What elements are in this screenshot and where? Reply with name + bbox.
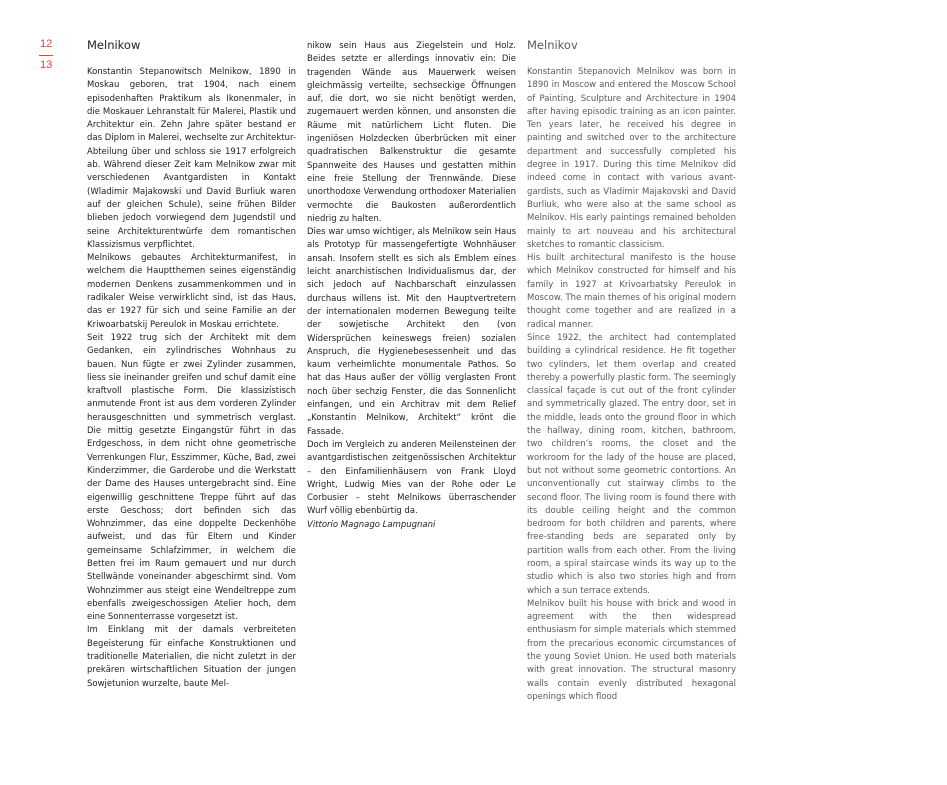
paragraph: Seit 1922 trug sich der Architekt mit dem Gedanken, ein zylindrisches Wohnhaus zu bauen. Nun fügte er zwei Zylinder zusammen, liess sie ineinander greifen und schuf damit eine kraftvoll plastische Form. Die klassizistisch anmutende Front ist aus dem vorderen Zylinder herausgeschnitten und symmetrisch verglast. Die mittig gesetzte Eingangstür führt in das Erdgeschoss, in dem nicht ohne geometrische Verrenkungen Flur, Esszimmer, Küche, Bad, zwei Kinderzimmer, die Garderobe und die Werkstatt der Dame des Hauses untergebracht sind. Eine eigenwillig geschnittene Treppe führt auf das erste Geschoss; dort befinden sich das Wohnzimmer, das eine doppelte Deckenhöhe aufweist, und das für Eltern und Kinder gemeinsame Schlafzimmer, in welchem die Betten frei im Raum gemauert und nur durch Stellwände voneinander abgeschirmt sind. Vom Wohnzimmer aus steigt eine Wendeltreppe zum ebenfalls zweigeschossigen Atelier hoch, dem eine Sonnenterrasse vorgesetzt ist. <box>87 332 296 623</box>
english-column <box>527 66 736 704</box>
paragraph: Konstantin Stepanovich Melnikov was born in 1890 in Moscow and entered the Moscow School of Painting, Sculpture and Architecture in 1904 after having episodic training as an icon painter. Ten years later, he received his degree in painting and switched over to the architecture department and successfully completed his degree in 1917. During this time Melnikov did indeed come in contact with various avant-gardists, such as Vladimir Majakovski and David Burliuk, who were also at the same school as Melnikov. His early paintings remained beholden mainly to art nouveau and his architectural sketches to romantic classicism. <box>527 67 736 250</box>
page-number-right: 13 <box>40 59 53 71</box>
german-column-2 <box>307 40 516 532</box>
paragraph: Doch im Vergleich zu anderen Meilensteinen der avantgardistischen zeitgenössischen Architektur – den Einfamilienhäusern von Frank Lloyd Wright, Ludwig Mies van der Rohe oder Le Corbusier – steht Melnikows überraschender Wurf völlig ebenbürtig da. <box>307 439 516 517</box>
paragraph: Konstantin Stepanowitsch Melnikow, 1890 in Moskau geboren, trat 1904, nach einem episodenhaften Praktikum als Ikonenmaler, in die Moskauer Lehranstalt für Malerei, Plastik und Architektur ein. Zehn Jahre später bestand er das Diplom in Malerei, wechselte zur Architektur-Abteilung über und schloss sie 1917 erfolgreich ab. Während dieser Zeit kam Melnikow zwar mit verschiedenen Avantgardisten in Kontakt (Wladimir Majakowski und David Burliuk waren auf der gleichen Schule), seine frühen Bilder blieben jedoch vorwiegend dem Jugendstil und seine Architekturentwürfe dem romantischen Klassizismus verpflichtet. <box>87 67 296 250</box>
paragraph: Im Einklang mit der damals verbreiteten Begeisterung für einfache Konstruktionen und traditionelle Materialien, die nicht zuletzt in der prekären wirtschaftlichen Situation der jungen Sowjetunion wurzelte, baute Mel- <box>87 625 296 689</box>
english-title: Melnikov <box>527 38 578 52</box>
german-title: Melnikow <box>87 38 141 52</box>
paragraph: Melnikov built his house with brick and wood in agreement with the then widespread enthusiasm for simple materials which stemmed from the precarious economic circumstances of the young Soviet Union. He used both materials with great innovation. The structural masonry walls contain evenly distributed hexagonal openings which flood <box>527 598 736 702</box>
page-number-left: 12 <box>40 38 53 50</box>
paragraph: Dies war umso wichtiger, als Melnikow sein Haus als Prototyp für massengefertigte Wohnhäuser ansah. Insofern stellt es sich als Emblem eines leicht anarchistischen Individualismus dar, der sich jedoch auf Nachbarschaft einzulassen durchaus willens ist. Mit den Hauptvertretern der internationalen modernen Bewegung teilte der sowjetische Architekt den (von Widersprüchen keineswegs freien) sozialen Anspruch, die Hygienebesessenheit und das kaum verheimlichte monumentale Pathos. So hat das Haus außer der völlig verglasten Front noch über sechzig Fenster, die das Sonnenlicht einfangen, und ein Architrav mit dem Relief „Konstantin Melnikow, Architekt“ krönt die Fassade. <box>307 227 516 437</box>
author-credit: Vittorio Magnago Lampugnani <box>307 519 436 530</box>
paragraph: His built architectural manifesto is the house which Melnikov constructed for himself and his family in 1927 at Krivoarbatsky Pereulok in Moscow. The main themes of his original modern thought come together and are realized in a radical manner. <box>527 253 736 330</box>
paragraph: nikow sein Haus aus Ziegelstein und Holz. Beides setzte er allerdings innovativ ein: Die tragenden Wände aus Mauerwerk weisen gleichmässig verteilte, sechseckige Öffnungen auf, die dort, wo sie nicht benötigt werden, zugemauert werden können, und ansonsten die Räume mit natürlichem Licht fluten. Die ingeniösen Holzdecken überbrücken mit einer quadratischen Balkenstruktur die gesamte Spannweite des Hauses und gestatten mithin eine freie Stellung der Trennwände. Diese unorthodoxe Verwendung orthodoxer Materialien vermochte die Baukosten außerordentlich niedrig zu halten. <box>307 41 516 224</box>
paragraph: Since 1922, the architect had contemplated building a cylindrical residence. He fit together two cylinders, let them overlap and created thereby a powerfully plastic form. The seemingly classical façade is cut out of the front cylinder and symmetrically glazed. The entry door, set in the middle, leads onto the ground floor in which the hallway, dining room, kitchen, bathroom, two children’s rooms, the closet and the workroom for the lady of the house are placed, but not without some geometric contortions. An unconventionally cut stairway climbs to the second floor. The living room is found there with its double ceiling height and the common bedroom for both children and parents, where free-standing beds are separated only by partition walls from each other. From the living room, a spiral staircase winds its way up to the studio which is also two stories high and from which a sun terrace extends. <box>527 332 736 596</box>
german-column-1 <box>87 66 296 691</box>
paragraph: Melnikows gebautes Architekturmanifest, in welchem die Hauptthemen seines eigenständig modernen Denkens zusammenkommen und in radikaler Weise verwirklicht sind, ist das Haus, das er 1927 für sich und seine Familie an der Kriwoarbatskij Pereulok in Moskau errichtete. <box>87 253 296 330</box>
page-number-divider <box>39 55 53 56</box>
